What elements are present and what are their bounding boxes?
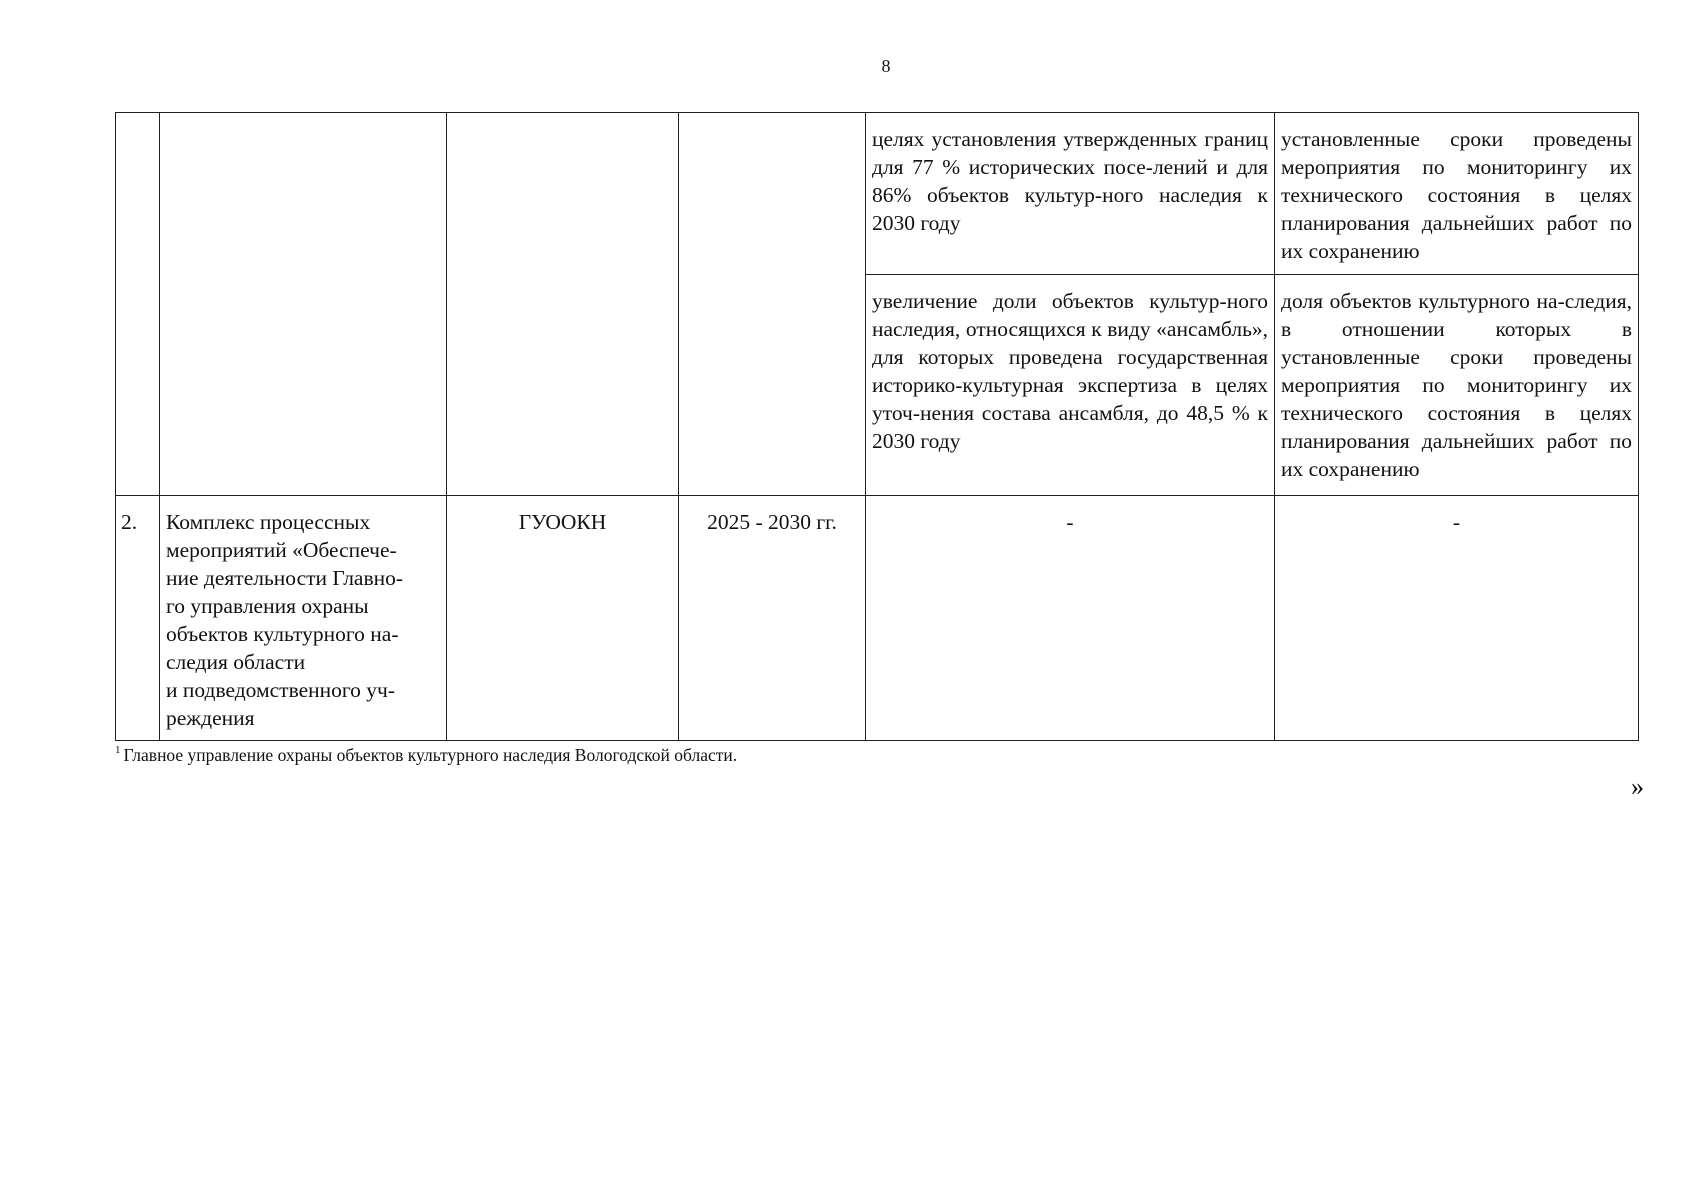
table-row <box>116 496 1639 741</box>
indicator-cell <box>1275 113 1639 275</box>
table-cell <box>679 113 866 496</box>
table-cell <box>447 113 679 496</box>
program-name <box>160 496 446 740</box>
period-cell <box>679 496 866 741</box>
closing-quote: » <box>1631 772 1644 801</box>
program-name-line: и подведомственного уч- <box>166 678 396 702</box>
target-cell <box>866 275 1275 496</box>
indicator-cell <box>1275 275 1639 496</box>
table-cell <box>160 113 447 496</box>
program-name-line: объектов культурного на- <box>166 622 399 646</box>
program-table <box>115 112 1639 741</box>
program-name-line: мероприятий «Обеспече- <box>166 538 397 562</box>
target-text: увеличение доли объектов культур-ного наследия, относящихся к виду «ансамбль», для которых проведена государственная историко-культурная экспертиза в целях уточ-нения состава ансамбля, до 48,5 % к 2030 году <box>872 289 1268 453</box>
responsible-text: ГУООКН <box>518 510 607 534</box>
program-name-line: го управления охраны <box>166 594 369 618</box>
name-cell <box>160 496 447 741</box>
target-cell <box>866 113 1275 275</box>
footnote <box>115 744 737 766</box>
indicator-text: доля объектов культурного на-следия, в отношении которых в установленные сроки проведены мероприятия по мониторингу их технического состояния в целях планирования дальнейших работ по их сохранению <box>1281 289 1632 481</box>
program-name-line: Комплекс процессных <box>166 510 371 534</box>
target-text: целях установления утвержденных границ для 77 % исторических посе-лений и для 86% объектов культур-ного наследия к 2030 году <box>872 127 1268 235</box>
footnote-marker: 1 <box>115 744 121 756</box>
table-cell <box>116 113 160 496</box>
program-name-line: следия области <box>166 650 306 674</box>
target-text: - <box>1066 510 1074 534</box>
period-text: 2025 - 2030 гг. <box>707 510 837 534</box>
indicator-text: - <box>1452 510 1461 534</box>
program-name-line: реждения <box>166 706 255 730</box>
table-row <box>116 113 1639 275</box>
program-name-line: ние деятельности Главно- <box>166 566 404 590</box>
footnote-text: Главное управление охраны объектов культурного наследия Вологодской области. <box>123 745 738 765</box>
indicator-text: установленные сроки проведены мероприятия по мониторингу их технического состояния в целях планирования дальнейших работ по их сохранению <box>1281 127 1632 263</box>
indicator-cell <box>1275 496 1639 741</box>
target-cell <box>866 496 1275 741</box>
number-cell <box>116 496 160 741</box>
row-number: 2. <box>121 510 138 534</box>
page-number: 8 <box>881 56 891 76</box>
responsible-cell <box>447 496 679 741</box>
